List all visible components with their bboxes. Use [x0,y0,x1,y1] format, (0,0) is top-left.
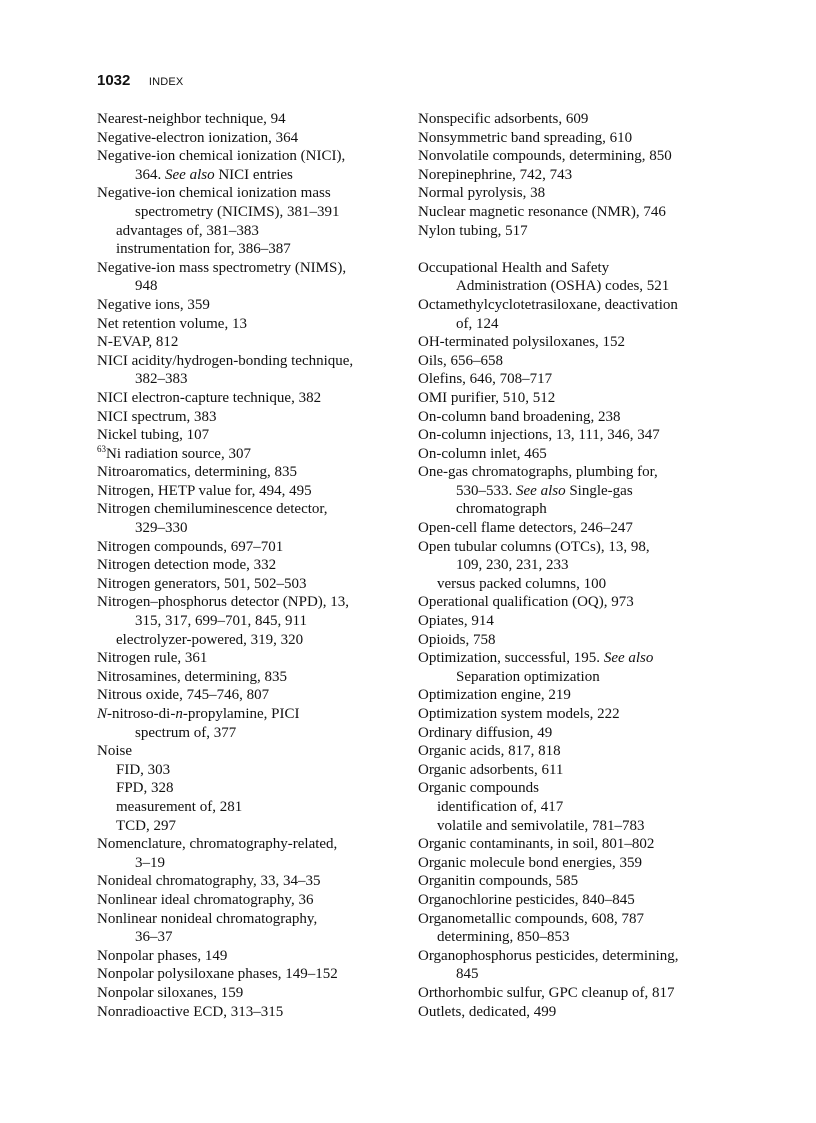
entry-text: Nitrogen detection mode, 332 [97,557,277,574]
index-entry [97,947,397,966]
index-subentry [97,222,397,241]
entry-text: Nonideal chromatography, 33, 34–35 [97,873,321,890]
index-entry [418,1003,728,1022]
index-column-right [418,110,728,1021]
entry-text: 36–37 [135,929,173,946]
index-entry [418,947,728,984]
entry-text: NICI spectrum, 383 [97,408,217,425]
entry-text: Organophosphorus pesticides, determining, [418,947,679,964]
index-entry [418,854,728,873]
entry-text: Nitrogen compounds, 697–701 [97,538,284,555]
entry-text: 948 [135,278,158,295]
entry-text: Administration (OSHA) codes, 521 [456,278,670,295]
entry-text: Organic molecule bond energies, 359 [418,854,642,871]
entry-text: N-nitroso-di-n-propylamine, PICI [97,706,300,722]
entry-text: Optimization engine, 219 [418,687,571,704]
entry-text: Nuclear magnetic resonance (NMR), 746 [418,203,666,220]
index-entry [418,724,728,743]
index-entry [418,389,728,408]
index-subentry [97,798,397,817]
entry-text: Opiates, 914 [418,613,494,630]
entry-text: Nonvolatile compounds, determining, 850 [418,148,672,165]
entry-text: 3–19 [135,854,165,871]
index-entry [97,315,397,334]
entry-text: On-column inlet, 465 [418,445,547,462]
index-entry [418,538,728,575]
index-subentry [418,575,728,594]
entry-text: N-EVAP, 812 [97,334,179,351]
index-entry [418,705,728,724]
index-entry [97,333,397,352]
index-entry [97,556,397,575]
index-entry [418,779,728,798]
index-entry [97,482,397,501]
index-entry [418,333,728,352]
entry-text: Optimization system models, 222 [418,706,620,722]
entry-text: electrolyzer-powered, 319, 320 [116,631,304,648]
page-header [97,72,183,96]
running-head: INDEX [148,76,184,88]
index-subentry [97,631,397,650]
index-entry [418,129,728,148]
index-entry [418,259,728,296]
entry-text: Occupational Health and Safety [418,259,610,276]
entry-text: Net retention volume, 13 [97,315,247,332]
entry-text: Negative-electron ionization, 364 [97,129,299,146]
index-entry [418,519,728,538]
index-entry [97,872,397,891]
entry-text: of, 124 [456,315,499,332]
entry-text: measurement of, 281 [116,798,243,815]
index-entry [97,1003,397,1022]
entry-text: Nitrogen generators, 501, 502–503 [97,575,307,592]
see-also-target: Single-gas [569,482,633,499]
entry-text: Negative ions, 359 [97,296,210,313]
entry-text: Olefins, 646, 708–717 [418,371,553,388]
entry-text: spectrum of, 377 [135,724,237,741]
entry-text: Nitrogen–phosphorus detector (NPD), 13, [97,594,350,611]
index-entry [97,445,397,464]
index-subentry [97,761,397,780]
entry-text: TCD, 297 [116,817,176,834]
index-entry [418,891,728,910]
entry-text: Orthorhombic sulfur, GPC cleanup of, 817 [418,984,675,1001]
index-entry [418,296,728,333]
index-entry [97,538,397,557]
entry-text: Nickel tubing, 107 [97,427,210,444]
entry-text: volatile and semivolatile, 781–783 [437,817,645,834]
entry-text: determining, 850–853 [437,929,570,946]
index-entry [97,426,397,445]
entry-text: 315, 317, 699–701, 845, 911 [135,613,307,630]
index-entry [418,184,728,203]
entry-text: FPD, 328 [116,780,174,797]
index-entry [97,463,397,482]
entry-text: OMI purifier, 510, 512 [418,389,556,406]
index-entry [97,593,397,630]
entry-text: On-column injections, 13, 111, 346, 347 [418,427,660,444]
entry-text: Octamethylcyclotetrasiloxane, deactivation [418,296,678,313]
entry-text: Organometallic compounds, 608, 787 [418,910,644,927]
entry-text: Nonpolar polysiloxane phases, 149–152 [97,966,338,983]
index-entry [418,203,728,222]
index-entry [97,668,397,687]
entry-text: Normal pyrolysis, 38 [418,185,546,202]
entry-text: Nitrogen chemiluminescence detector, [97,501,328,518]
entry-text: Open tubular columns (OTCs), 13, 98, [418,538,650,555]
entry-text: 364. [135,166,162,183]
index-entry [418,761,728,780]
entry-text: 530–533. [456,482,513,499]
entry-text: Nonlinear ideal chromatography, 36 [97,891,314,908]
entry-text: OH-terminated polysiloxanes, 152 [418,334,626,351]
entry-text: Negative-ion mass spectrometry (NIMS), [97,259,347,276]
entry-text: 845 [456,966,479,983]
see-also: See also [603,650,654,667]
index-entry [418,370,728,389]
entry-text: versus packed columns, 100 [437,575,607,592]
entry-text: Nonlinear nonideal chromatography, [97,910,318,927]
entry-text: Opioids, 758 [418,631,496,648]
entry-text: Optimization, successful, 195. [418,650,601,667]
index-entry [418,984,728,1003]
entry-text: Nonpolar siloxanes, 159 [97,984,244,1001]
index-entry [418,352,728,371]
entry-text: Operational qualification (OQ), 973 [418,594,634,611]
entry-text: On-column band broadening, 238 [418,408,621,425]
index-entry [97,352,397,389]
index-entry [418,686,728,705]
entry-text: Nearest-neighbor technique, 94 [97,111,286,127]
entry-text: Open-cell flame detectors, 246–247 [418,520,633,537]
index-entry [97,984,397,1003]
entry-text: NICI acidity/hydrogen-bonding technique, [97,352,354,369]
index-entry [418,110,728,129]
index-entry [418,649,728,686]
entry-text: Organic adsorbents, 611 [418,761,564,778]
index-subentry [97,240,397,259]
entry-text: Nonpolar phases, 149 [97,947,228,964]
entry-text: Separation optimization [456,668,600,685]
index-subentry [418,928,728,947]
entry-text: NICI electron-capture technique, 382 [97,389,322,406]
entry-text: Nitrosamines, determining, 835 [97,668,287,685]
index-entry [418,408,728,427]
entry-text: Organic acids, 817, 818 [418,743,561,760]
index-entry [418,872,728,891]
index-entry [97,891,397,910]
index-entry [418,835,728,854]
index-entry [97,389,397,408]
entry-text: Oils, 656–658 [418,352,504,369]
entry-text: Organic compounds [418,780,539,797]
entry-text: 109, 230, 231, 233 [456,557,569,574]
entry-text: spectrometry (NICIMS), 381–391 [135,203,340,220]
index-entry [97,649,397,668]
entry-text: Nylon tubing, 517 [418,222,528,239]
entry-text: Noise [97,743,132,760]
index-entry [418,426,728,445]
index-subentry [97,779,397,798]
index-entry [97,147,397,184]
index-entry [418,593,728,612]
index-column-left [97,110,397,1021]
index-entry [97,259,397,296]
index-entry [97,575,397,594]
index-subentry [97,817,397,836]
entry-text: Ordinary diffusion, 49 [418,724,553,741]
entry-text: instrumentation for, 386–387 [116,241,291,258]
entry-text: FID, 303 [116,761,171,778]
index-entry [97,408,397,427]
entry-text: Organochlorine pesticides, 840–845 [418,891,635,908]
entry-text: Negative-ion chemical ionization mass [97,185,331,202]
index-entry [97,835,397,872]
index-entry [418,463,728,519]
index-entry [97,129,397,148]
entry-text: Organic contaminants, in soil, 801–802 [418,836,655,853]
index-entry [418,445,728,464]
see-also-target: NICI entries [218,166,293,183]
entry-text: Outlets, dedicated, 499 [418,1003,557,1020]
see-also: See also [516,482,566,499]
entry-text: 382–383 [135,371,188,388]
entry-text: Nonspecific adsorbents, 609 [418,111,589,127]
index-entry [418,910,728,929]
entry-text: Nonradioactive ECD, 313–315 [97,1003,284,1020]
index-subentry [418,798,728,817]
see-also: See also [165,166,215,183]
entry-text: Nitrogen rule, 361 [97,650,208,667]
index-entry [97,965,397,984]
entry-text: Nitroaromatics, determining, 835 [97,464,297,481]
index-entry [97,742,397,761]
entry-text: Nitrous oxide, 745–746, 807 [97,687,270,704]
entry-text: identification of, 417 [437,798,564,815]
index-entry [97,500,397,537]
index-entry [418,631,728,650]
index-entry [418,147,728,166]
index-entry [97,686,397,705]
index-entry [97,110,397,129]
index-entry [418,222,728,241]
entry-text: Ni radiation source, 307 [106,445,251,462]
index-entry [97,184,397,221]
entry-text: 329–330 [135,520,188,537]
isotope-superscript: 63 [97,443,106,454]
entry-text: Organitin compounds, 585 [418,873,579,890]
entry-text: Negative-ion chemical ionization (NICI), [97,148,346,165]
entry-text: One-gas chromatographs, plumbing for, [418,464,658,481]
page-number: 1032 [97,72,131,89]
entry-text: chromatograph [456,501,547,518]
index-entry [418,742,728,761]
index-entry [97,910,397,947]
index-entry [97,705,397,742]
entry-text: Nomenclature, chromatography-related, [97,836,338,853]
entry-text: Nitrogen, HETP value for, 494, 495 [97,482,312,499]
index-entry [418,166,728,185]
index-entry [418,612,728,631]
entry-text: Nonsymmetric band spreading, 610 [418,129,633,146]
index-entry [97,296,397,315]
entry-text: Norepinephrine, 742, 743 [418,166,573,183]
index-subentry [418,817,728,836]
entry-text: advantages of, 381–383 [116,222,259,239]
